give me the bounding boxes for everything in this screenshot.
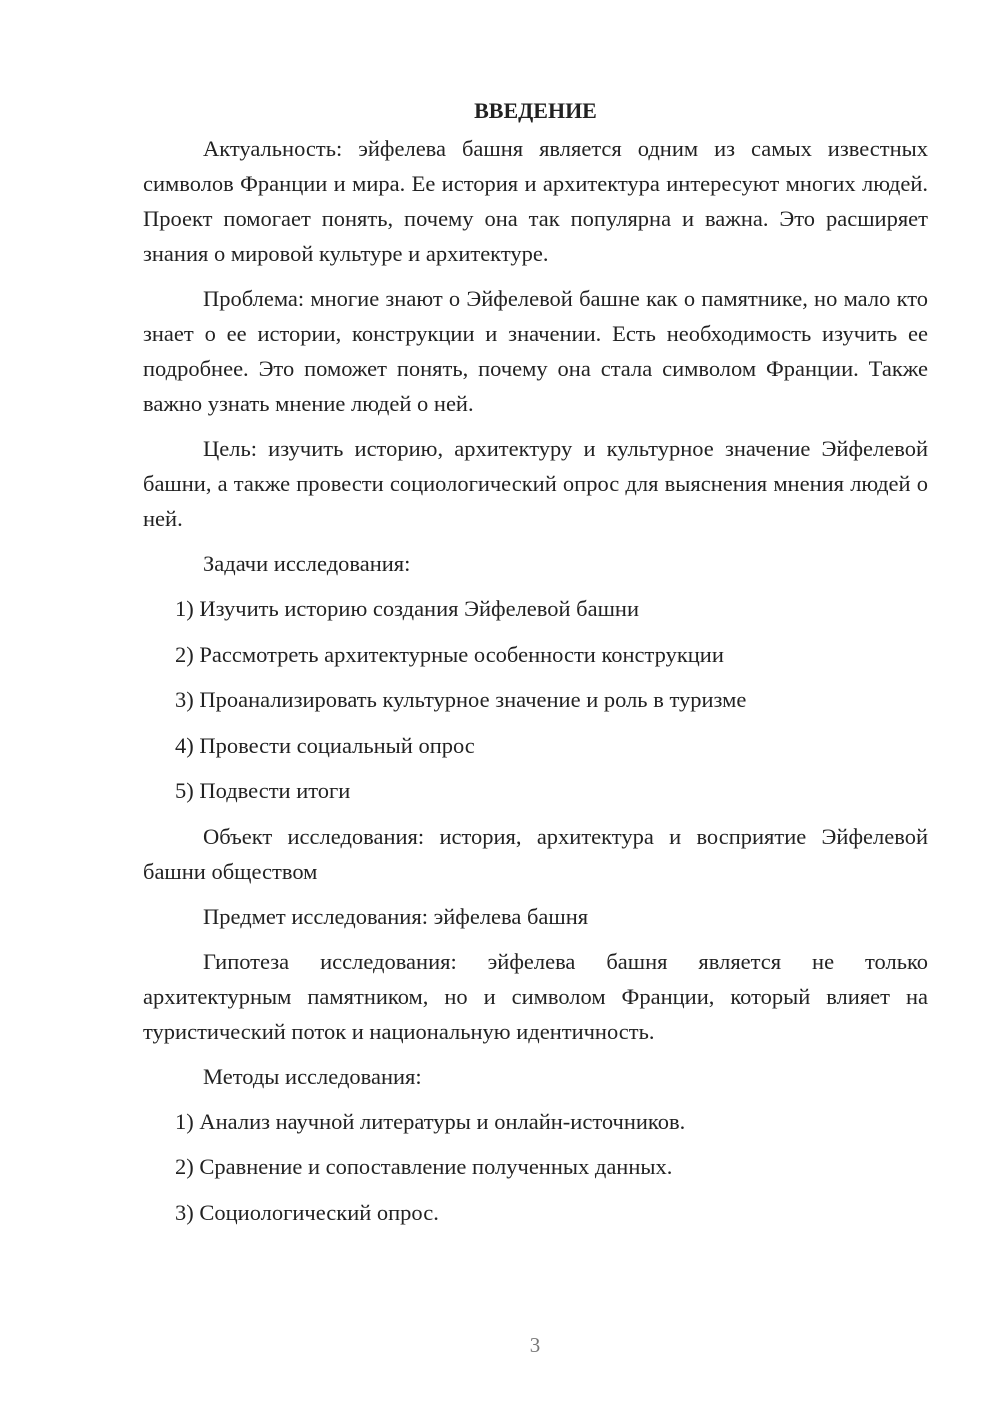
list-item: 3) Проанализировать культурное значение и роль в туризме: [175, 687, 747, 712]
list-item: 1) Изучить историю создания Эйфелевой башни: [175, 596, 640, 621]
page-title: ВВЕДЕНИЕ: [474, 98, 597, 123]
tasks-list: [143, 591, 928, 808]
object-paragraph: Объект исследования: история, архитектура и восприятие Эйфелевой башни обществом: [143, 823, 928, 884]
goal-paragraph: Цель: изучить историю, архитектуру и культурное значение Эйфелевой башни, а также провести социологический опрос для выяснения мнения людей о ней.: [143, 436, 928, 531]
list-item: 1) Анализ научной литературы и онлайн-источников.: [175, 1108, 686, 1134]
relevance-paragraph: Актуальность: эйфелева башня является одним из самых известных символов Франции и мира. Ее история и архитектура интересуют многих людей. Проект помогает понять, почему она так популярна и важна. Это расширяет знания о мировой культуре и архитектуре.: [143, 136, 928, 266]
subject-paragraph: Предмет исследования: эйфелева башня: [203, 903, 589, 929]
tasks-heading: Задачи исследования:: [203, 551, 411, 576]
problem-paragraph: Проблема: многие знают о Эйфелевой башне как о памятнике, но мало кто знает о ее истории, конструкции и значении. Есть необходимость изучить ее подробнее. Это поможет понять, почему она стала символом Франции. Также важно узнать мнение людей о ней.: [143, 286, 928, 416]
list-item: 4) Провести социальный опрос: [175, 732, 475, 758]
methods-list: [143, 1104, 928, 1230]
list-item: 5) Подвести итоги: [175, 778, 351, 803]
list-item: 2) Сравнение и сопоставление полученных данных.: [175, 1154, 673, 1179]
hypothesis-paragraph: Гипотеза исследования: эйфелева башня является не только архитектурным памятником, но и символом Франции, который влияет на туристический поток и национальную идентичность.: [143, 948, 928, 1044]
list-item: 2) Рассмотреть архитектурные особенности конструкции: [175, 641, 724, 667]
document-page: [143, 93, 928, 1240]
list-item: 3) Социологический опрос.: [175, 1199, 439, 1225]
page-number: 3: [529, 1333, 541, 1357]
methods-heading: Методы исследования:: [203, 1063, 422, 1089]
